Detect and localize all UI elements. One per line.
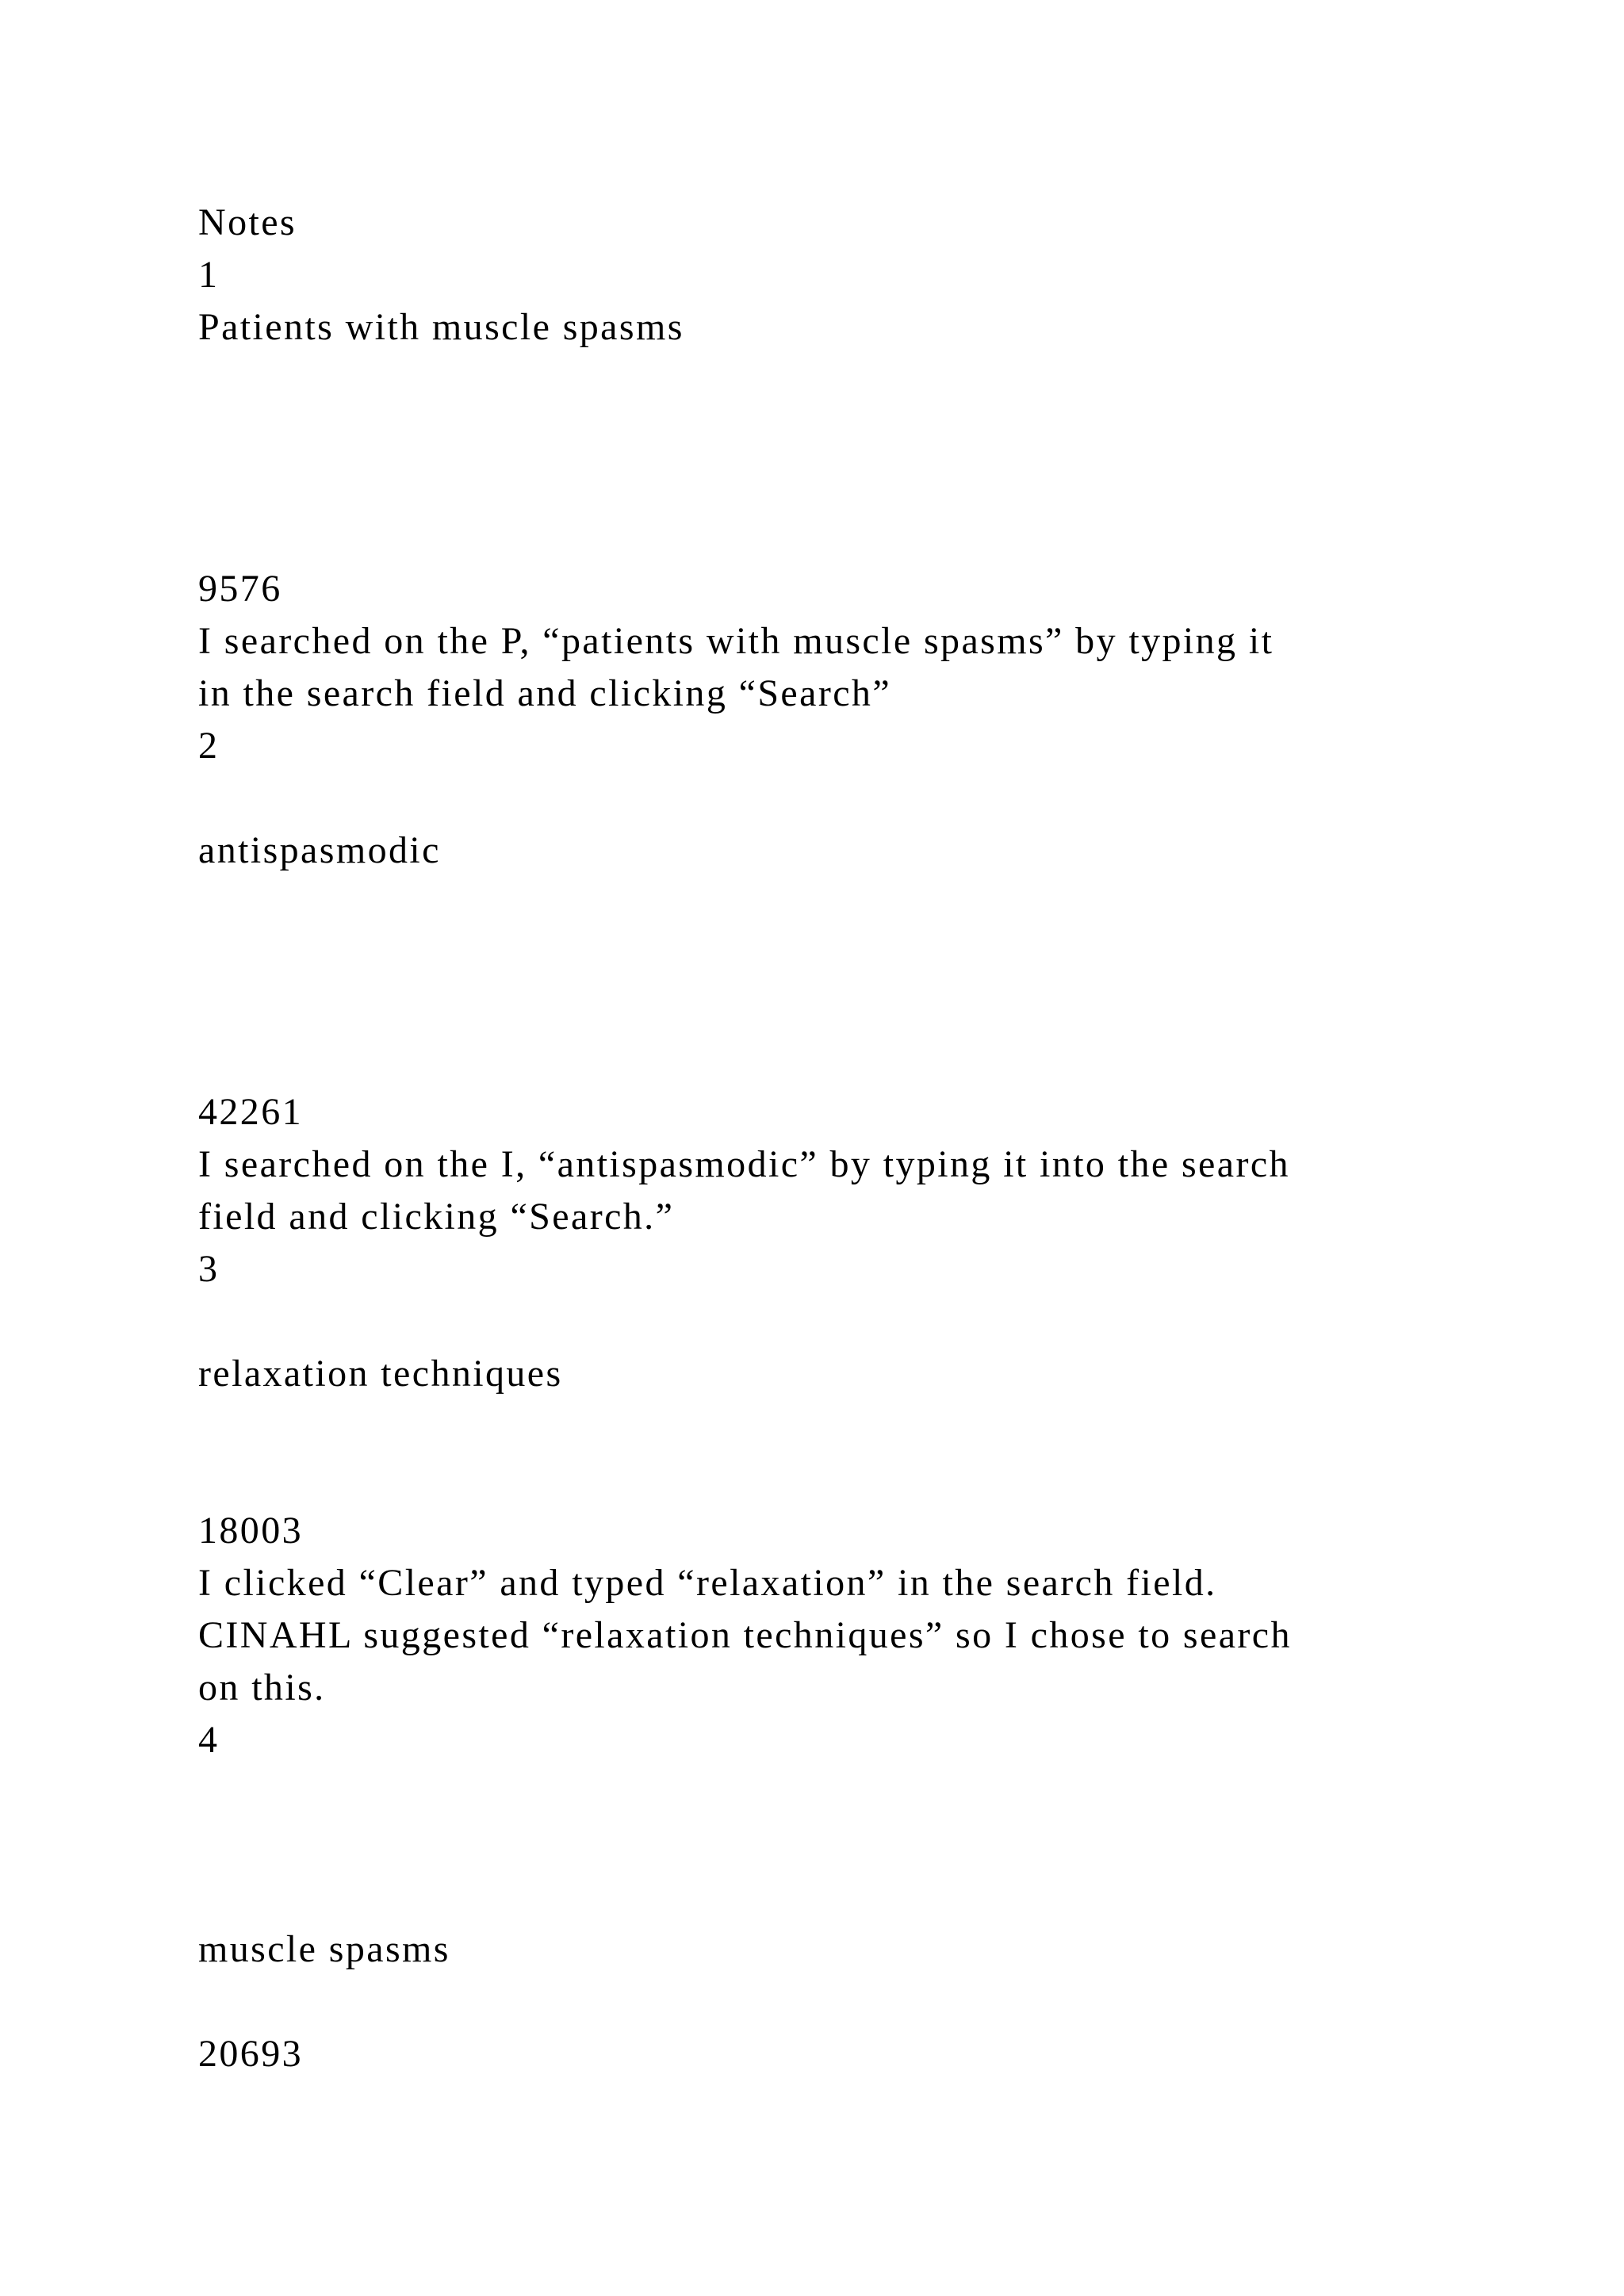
step-2-description-line-1: I searched on the I, “antispasmodic” by typing it into the search — [198, 1143, 1290, 1185]
step-1-number: 1 — [198, 254, 220, 296]
step-4-number: 4 — [198, 1719, 220, 1761]
notes-heading: Notes — [198, 201, 297, 243]
step-2-result-count: 42261 — [198, 1091, 303, 1133]
step-1-description-line-1: I searched on the P, “patients with muscle spasms” by typing it — [198, 620, 1274, 662]
step-3-number: 3 — [198, 1248, 220, 1290]
step-1-result-count: 9576 — [198, 568, 282, 610]
step-4-search-term: muscle spasms — [198, 1928, 450, 1970]
step-3-search-term: relaxation techniques — [198, 1353, 563, 1395]
step-2-description-line-2: field and clicking “Search.” — [198, 1196, 675, 1238]
step-4-result-count: 20693 — [198, 2033, 303, 2075]
step-3-description-line-3: on this. — [198, 1667, 326, 1709]
step-2-number: 2 — [198, 725, 220, 767]
step-2-search-term: antispasmodic — [198, 829, 441, 871]
step-3-result-count: 18003 — [198, 1510, 303, 1552]
step-3-description-line-1: I clicked “Clear” and typed “relaxation” in the search field. — [198, 1562, 1217, 1604]
step-1-search-term: Patients with muscle spasms — [198, 306, 684, 348]
step-1-description-line-2: in the search field and clicking “Search” — [198, 672, 892, 714]
step-3-description-line-2: CINAHL suggested “relaxation techniques” so I chose to search — [198, 1614, 1292, 1656]
